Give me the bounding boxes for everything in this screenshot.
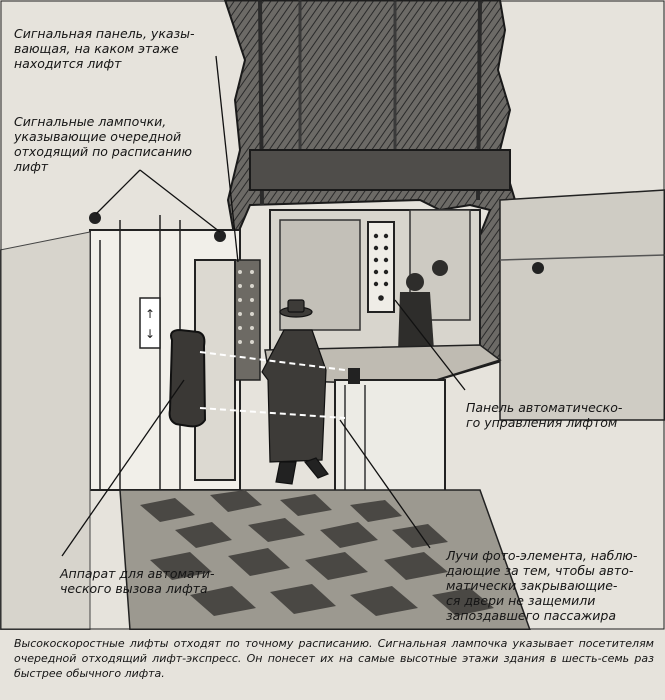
signal-lamps-label: Сигнальные лампочки, указывающие очередной отходящий по расписанию лифт [14,114,193,174]
call-apparatus-label: Аппарат для автомати- ческого вызова лифта [60,566,215,596]
control-panel-label: Панель автоматическо- го управления лифтом [466,400,623,430]
signal-panel [232,260,260,380]
svg-text:↓: ↓ [145,327,156,341]
signal-lamp-left [89,212,101,224]
signal-panel-label: Сигнальная панель, указы- вающая, на каком этаже находится лифт [14,26,195,71]
call-apparatus [170,330,205,426]
photo-beams-label: Лучи фото-элемента, наблю- дающие за тем, чтобы авто- матически закрывающие- ся двери не защемили запоздавшего пассажира [446,548,638,623]
figure-caption: Высокоскоростные лифты отходят по точному расписанию. Сигнальная лампочка указывает посетителям очередной отходящий лифт-экспресс. Он понесет их на самые высотные этажи здания в шесть-семь раз быстрее обычного лифта. [14,637,654,680]
right-wall [500,190,665,420]
svg-text:↑: ↑ [145,307,156,321]
cabin-top [250,150,510,190]
